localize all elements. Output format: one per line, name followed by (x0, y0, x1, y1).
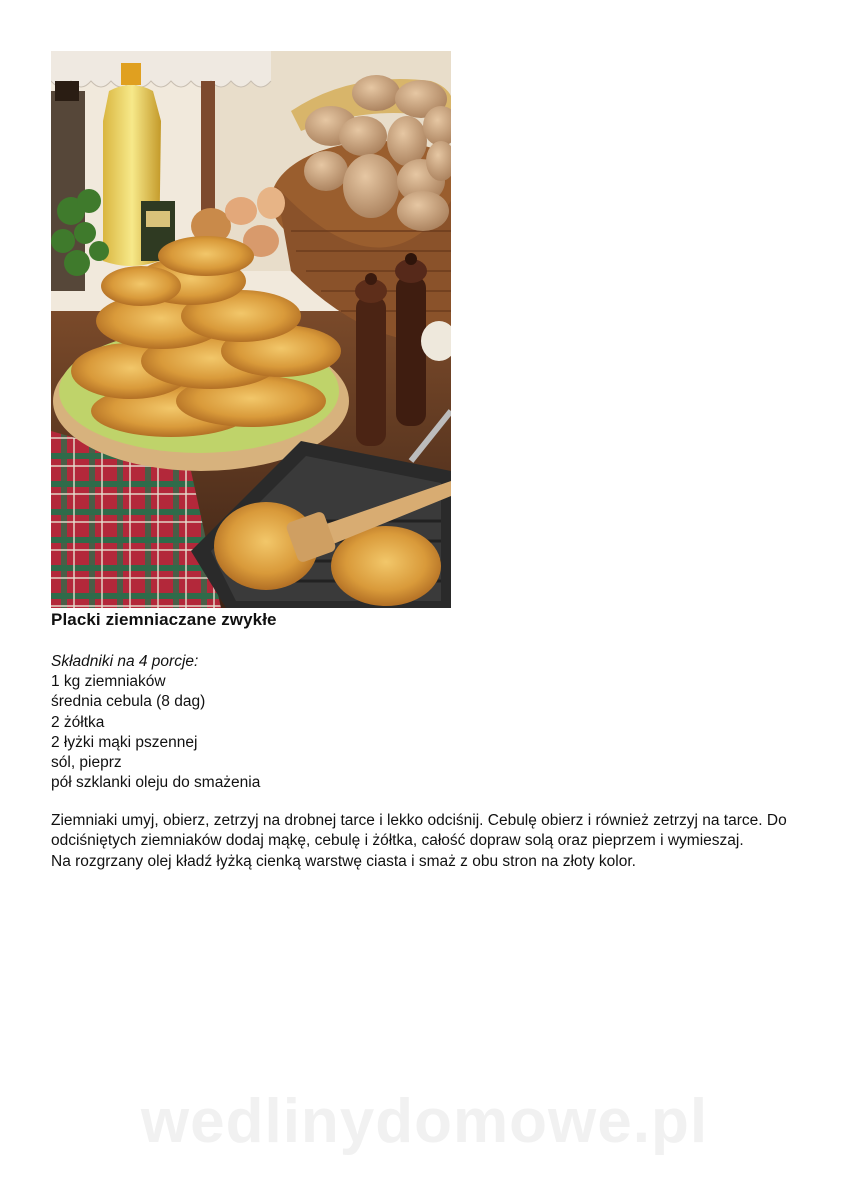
ingredients-list (51, 672, 260, 793)
watermark-text: wedlinydomowe.pl (140, 1087, 709, 1156)
ingredient-item: średnia cebula (8 dag) (51, 693, 206, 711)
directions-section (51, 811, 791, 872)
directions-paragraph: Ziemniaki umyj, obierz, zetrzyj na drobnej tarce i lekko odciśnij. Cebulę obierz i również zetrzyj na tarce. Do odciśniętych ziemniaków dodaj mąkę, cebulę i żółtka, całość dopraw solą oraz pieprzem i wymieszaj. (51, 812, 787, 850)
ingredient-item: sól, pieprz (51, 754, 122, 772)
ingredients-section (51, 652, 260, 793)
recipe-title: Placki ziemniaczane zwykłe (51, 610, 277, 629)
ingredient-item: 2 żółtka (51, 713, 105, 731)
ingredient-item: 2 łyżki mąki pszennej (51, 733, 198, 751)
ingredient-item: pół szklanki oleju do smażenia (51, 774, 261, 792)
directions-paragraph: Na rozgrzany olej kładź łyżką cienką warstwę ciasta i smaż z obu stron na złoty kolor. (51, 852, 636, 870)
ingredients-heading: Składniki na 4 porcje: (51, 653, 199, 670)
recipe-photo (51, 51, 451, 608)
ingredient-item: 1 kg ziemniaków (51, 673, 166, 691)
